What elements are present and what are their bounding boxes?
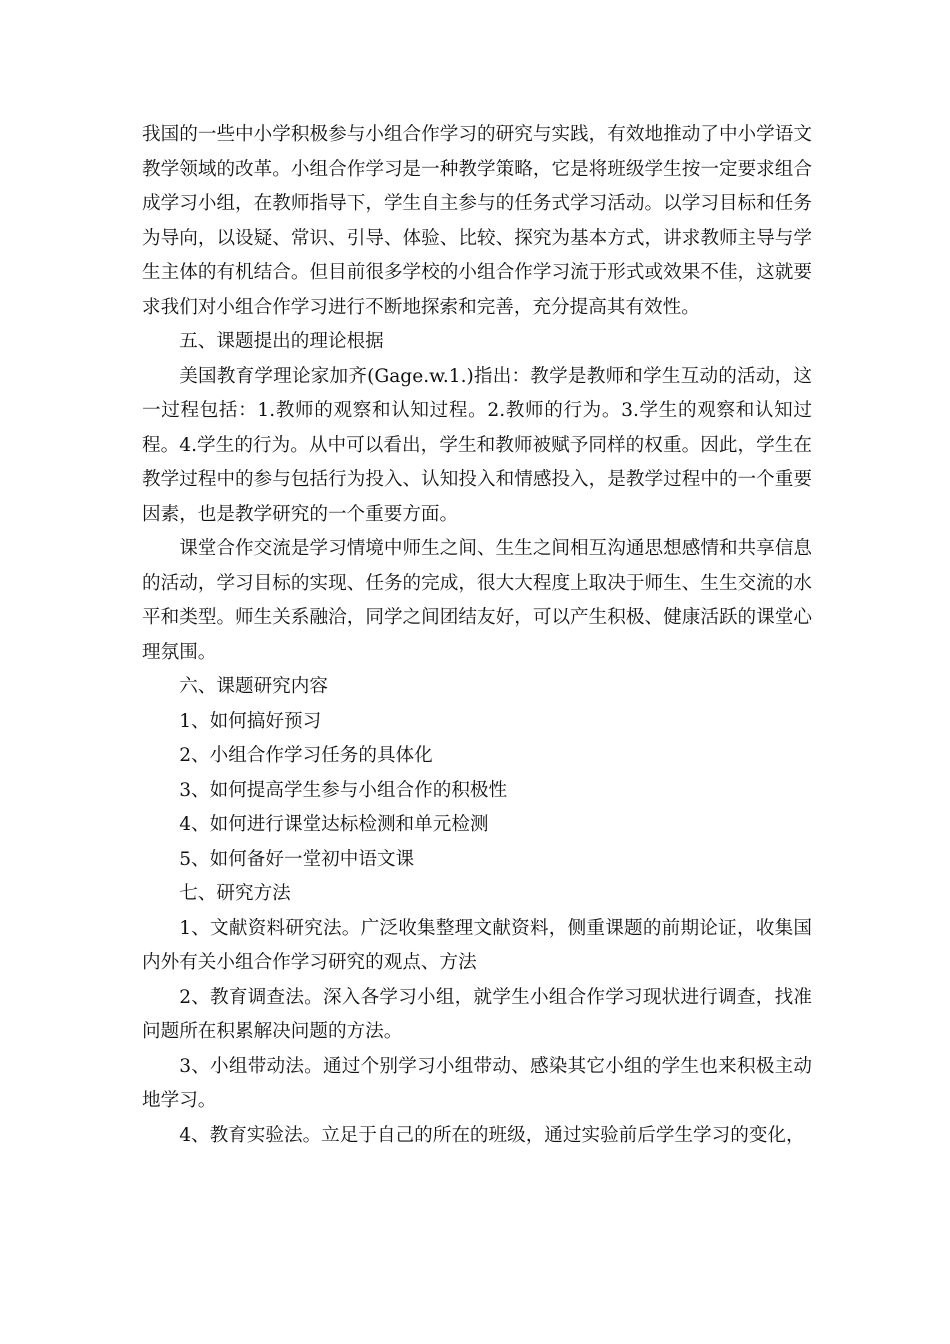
list-item-method-1: 1、文献资料研究法。广泛收集整理文献资料，侧重课题的前期论证，收集国内外有关小组合作学习研究的观点、方法 xyxy=(142,917,812,973)
section-heading-5: 五、课题提出的理论根据 xyxy=(179,331,384,352)
section-heading-6: 六、课题研究内容 xyxy=(179,676,328,697)
list-item-content-3: 3、如何提高学生参与小组合作的积极性 xyxy=(179,779,508,801)
list-item-content-1: 1、如何搞好预习 xyxy=(179,710,322,732)
list-item-content-4: 4、如何进行课堂达标检测和单元检测 xyxy=(179,814,489,835)
list-item-method-3: 3、小组带动法。通过个别学习小组带动、感染其它小组的学生也来积极主动地学习。 xyxy=(142,1055,812,1111)
list-item-content-5: 5、如何备好一堂初中语文课 xyxy=(179,848,415,870)
document-body xyxy=(142,118,812,1153)
paragraph-intro: 我国的一些中小学积极参与小组合作学习的研究与实践，有效地推动了中小学语文教学领域的改革。小组合作学习是一种教学策略，它是将班级学生按一定要求组合成学习小组，在教师指导下，学生自主参与的任务式学习活动。以学习目标和任务为导向，以设疑、常识、引导、体验、比较、探究为基本方式，讲求教师主导与学生主体的有机结合。但目前很多学校的小组合作学习流于形式或效果不佳，这就要求我们对小组合作学习进行不断地探索和完善，充分提高其有效性。 xyxy=(142,124,812,318)
list-item-method-4: 4、教育实验法。立足于自己的所在的班级，通过实验前后学生学习的变化， xyxy=(179,1124,805,1146)
list-item-content-2: 2、小组合作学习任务的具体化 xyxy=(179,745,433,766)
paragraph-theory: 美国教育学理论家加齐(Gage.w.1.)指出：教学是教师和学生互动的活动，这一过程包括：1.教师的观察和认知过程。2.教师的行为。3.学生的观察和认知过程。4.学生的行为。从中可以看出，学生和教师被赋予同样的权重。因此，学生在教学过程中的参与包括行为投入、认知投入和情感投入，是教学过程中的一个重要因素，也是教学研究的一个重要方面。 xyxy=(142,365,812,525)
section-heading-7: 七、研究方法 xyxy=(179,883,291,904)
list-item-method-2: 2、教育调查法。深入各学习小组，就学生小组合作学习现状进行调查，找准问题所在积累解决问题的方法。 xyxy=(142,986,812,1042)
paragraph-classroom: 课堂合作交流是学习情境中师生之间、生生之间相互沟通思想感情和共享信息的活动，学习目标的实现、任务的完成，很大大程度上取决于师生、生生交流的水平和类型。师生关系融洽，同学之间团结友好，可以产生积极、健康活跃的课堂心理氛围。 xyxy=(142,538,812,663)
